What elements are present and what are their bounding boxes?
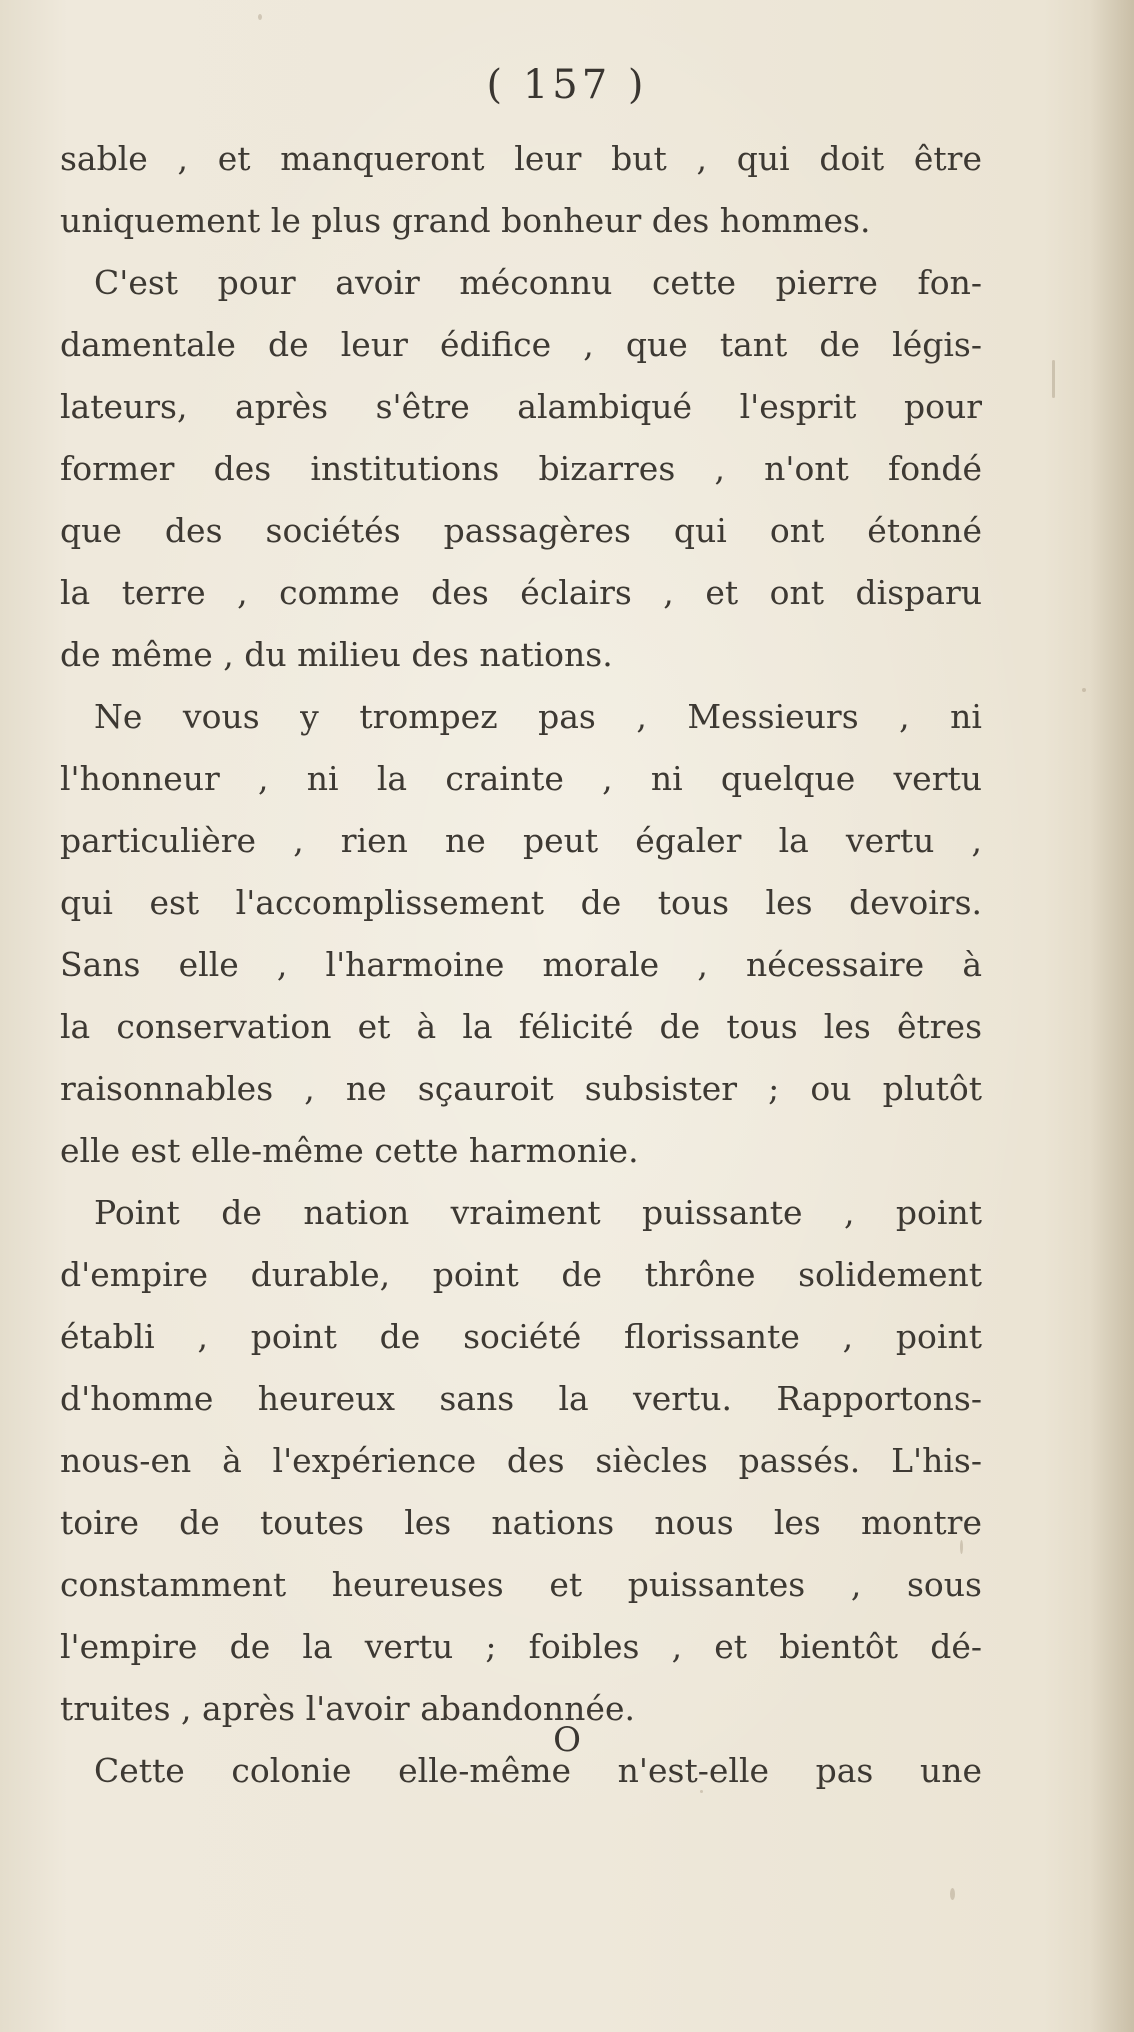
text-line: d'homme heureux sans la vertu. Rapportons- <box>60 1379 982 1418</box>
text-line: qui est l'accomplissement de tous les devoirs. <box>60 883 982 922</box>
paper-speck <box>1082 688 1086 692</box>
text-line: la conservation et à la félicité de tous les êtres <box>60 1007 982 1046</box>
text-line: elle est elle-même cette harmonie. <box>60 1131 639 1170</box>
paper-speck <box>950 1888 955 1900</box>
text-line: C'est pour avoir méconnu cette pierre fon- <box>94 263 982 302</box>
page-number: ( 157 ) <box>486 62 648 108</box>
signature-mark: O <box>553 1720 581 1760</box>
text-line: constamment heureuses et puissantes , sous <box>60 1565 982 1604</box>
text-line: nous-en à l'expérience des siècles passés. L'his- <box>60 1441 982 1480</box>
text-line: Point de nation vraiment puissante , point <box>94 1193 982 1232</box>
text-line: uniquement le plus grand bonheur des hommes. <box>60 201 871 240</box>
text-line: lateurs, après s'être alambiqué l'esprit pour <box>60 387 982 426</box>
text-line: de même , du milieu des nations. <box>60 635 613 674</box>
text-line: l'empire de la vertu ; foibles , et bientôt dé- <box>60 1627 982 1666</box>
text-line: former des institutions bizarres , n'ont fondé <box>60 449 982 488</box>
text-line: particulière , rien ne peut égaler la vertu , <box>60 821 982 860</box>
text-line: la terre , comme des éclairs , et ont disparu <box>60 573 982 612</box>
text-line: damentale de leur édifice , que tant de légis- <box>60 325 982 364</box>
paper-speck <box>1052 360 1055 398</box>
text-line: l'honneur , ni la crainte , ni quelque vertu <box>60 759 982 798</box>
text-line: Cette colonie elle-même n'est-elle pas une <box>94 1751 982 1790</box>
text-line: établi , point de société florissante , point <box>60 1317 982 1356</box>
text-line: truites , après l'avoir abandonnée. <box>60 1689 635 1728</box>
body-text <box>60 128 982 1802</box>
text-line: Ne vous y trompez pas , Messieurs , ni <box>94 697 982 736</box>
text-line: toire de toutes les nations nous les montre <box>60 1503 982 1542</box>
text-line: que des sociétés passagères qui ont étonné <box>60 511 982 550</box>
text-line: sable , et manqueront leur but , qui doit être <box>60 139 982 178</box>
text-line: d'empire durable, point de thrône solidement <box>60 1255 982 1294</box>
paper-speck <box>258 14 262 20</box>
text-line: Sans elle , l'harmoine morale , nécessaire à <box>60 945 982 984</box>
text-line: raisonnables , ne sçauroit subsister ; ou plutôt <box>60 1069 982 1108</box>
